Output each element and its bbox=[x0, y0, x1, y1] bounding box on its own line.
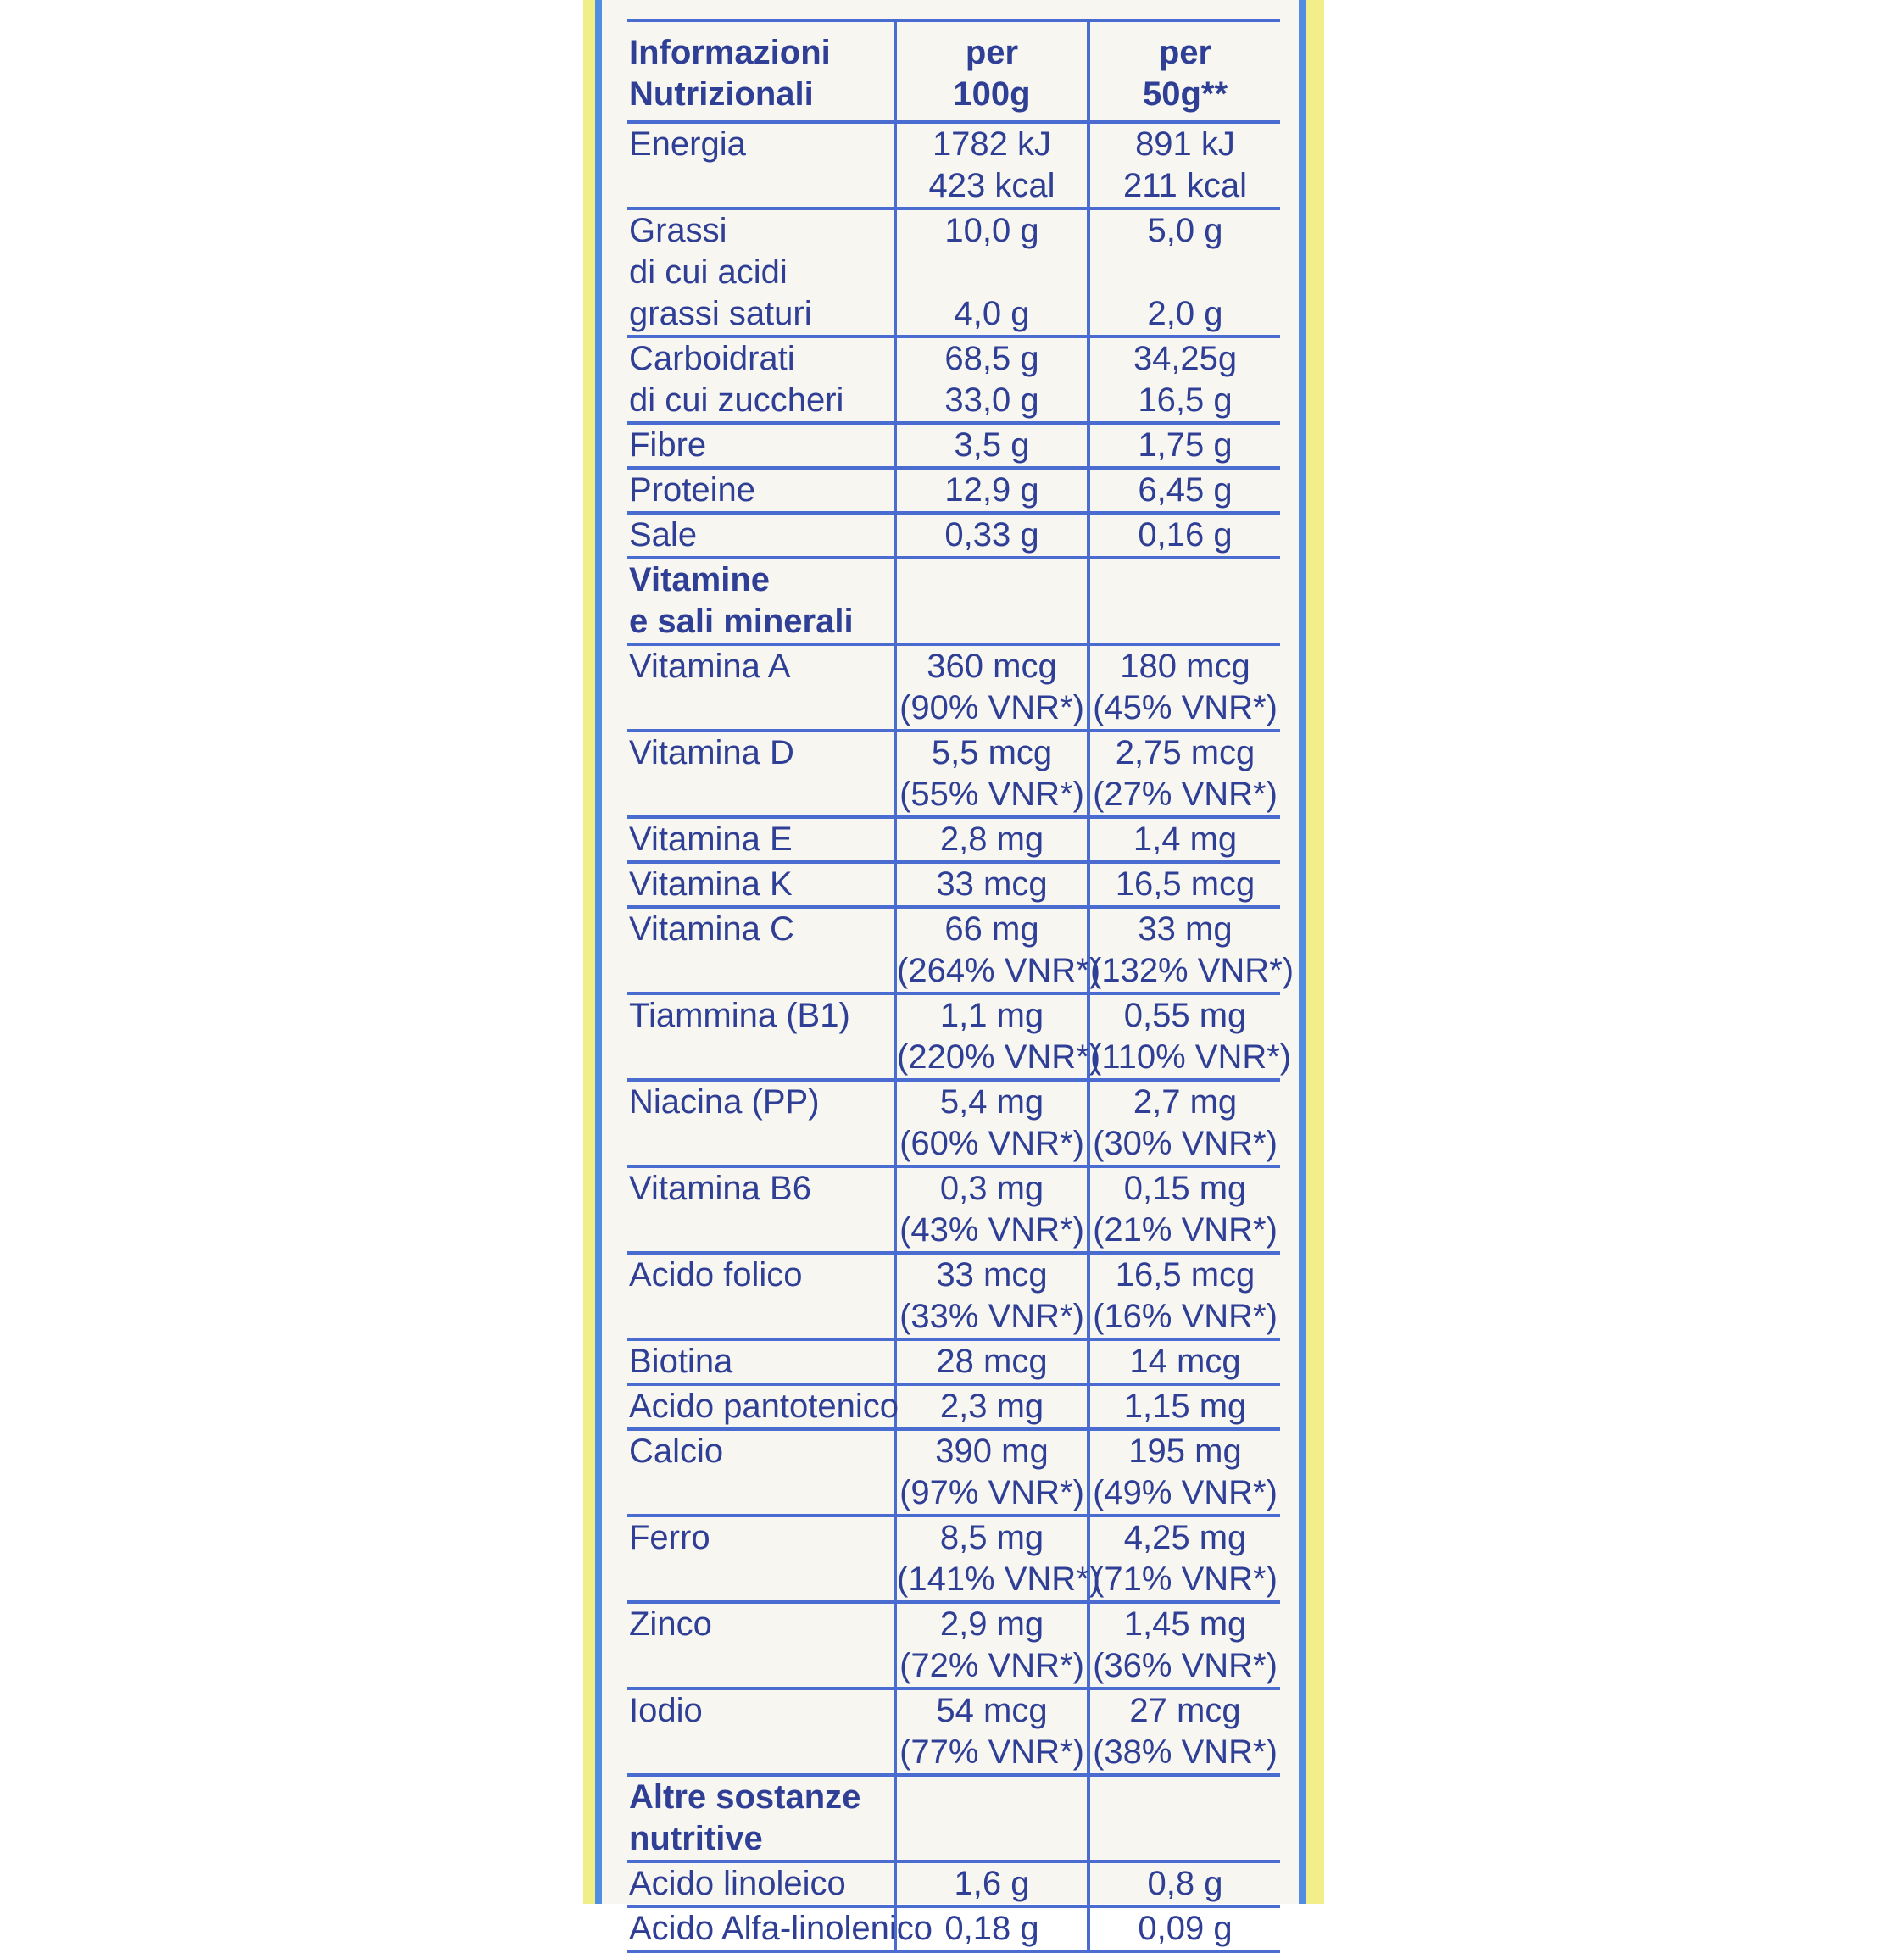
table-row bbox=[627, 1384, 1280, 1429]
table-row bbox=[627, 862, 1280, 907]
nutrient-label: Iodio bbox=[627, 1689, 895, 1775]
value-per-100g: 33 mcg bbox=[895, 862, 1088, 907]
nutrient-label: Zinco bbox=[627, 1602, 895, 1689]
section-row bbox=[627, 558, 1280, 644]
value-per-50g: 0,09 g bbox=[1088, 1906, 1280, 1951]
table-row bbox=[627, 209, 1280, 337]
nutrient-label: Vitamina B6 bbox=[627, 1166, 895, 1253]
nutrient-label: Fibre bbox=[627, 423, 895, 468]
nutrient-label: Calcio bbox=[627, 1429, 895, 1516]
value-per-50g: 1,15 mg bbox=[1088, 1384, 1280, 1429]
table-row bbox=[627, 644, 1280, 731]
table-row bbox=[627, 907, 1280, 993]
nutrient-label: Acido folico bbox=[627, 1253, 895, 1339]
value-per-50g: 27 mcg (38% VNR*) bbox=[1088, 1689, 1280, 1775]
value-per-50g: 4,25 mg (71% VNR*) bbox=[1088, 1516, 1280, 1602]
section-row bbox=[627, 1775, 1280, 1861]
table-row bbox=[627, 1166, 1280, 1253]
table-row bbox=[627, 423, 1280, 468]
nutrient-label: Niacina (PP) bbox=[627, 1080, 895, 1166]
value-per-50g: 1,75 g bbox=[1088, 423, 1280, 468]
table-row bbox=[627, 993, 1280, 1080]
nutrient-label: Carboidrati di cui zuccheri bbox=[627, 337, 895, 423]
value-per-100g: 5,5 mcg (55% VNR*) bbox=[895, 731, 1088, 817]
nutrient-label: Grassi di cui acidi grassi saturi bbox=[627, 209, 895, 337]
value-per-50g: 180 mcg (45% VNR*) bbox=[1088, 644, 1280, 731]
value-per-50g: 33 mg (132% VNR*) bbox=[1088, 907, 1280, 993]
value-per-100g: 1,1 mg (220% VNR*) bbox=[895, 993, 1088, 1080]
value-per-100g: 66 mg (264% VNR*) bbox=[895, 907, 1088, 993]
value-per-50g: 34,25g 16,5 g bbox=[1088, 337, 1280, 423]
table-row bbox=[627, 1906, 1280, 1951]
nutrient-label: Ferro bbox=[627, 1516, 895, 1602]
nutrient-label: Sale bbox=[627, 513, 895, 558]
value-per-50g: 1,4 mg bbox=[1088, 817, 1280, 862]
nutrient-label: Vitamina A bbox=[627, 644, 895, 731]
table-row bbox=[627, 468, 1280, 513]
table-row bbox=[627, 731, 1280, 817]
value-per-100g: 10,0 g 4,0 g bbox=[895, 209, 1088, 337]
value-per-100g: 2,9 mg (72% VNR*) bbox=[895, 1602, 1088, 1689]
value-per-50g: 16,5 mcg bbox=[1088, 862, 1280, 907]
value-per-100g: 360 mcg (90% VNR*) bbox=[895, 644, 1088, 731]
nutrient-label: Vitamina K bbox=[627, 862, 895, 907]
table-row bbox=[627, 1689, 1280, 1775]
value-per-50g: 0,8 g bbox=[1088, 1861, 1280, 1906]
table-row bbox=[627, 122, 1280, 209]
value-per-100g: 33 mcg (33% VNR*) bbox=[895, 1253, 1088, 1339]
value-per-100g: 0,33 g bbox=[895, 513, 1088, 558]
nutrient-label: Vitamina C bbox=[627, 907, 895, 993]
value-per-100g: 1,6 g bbox=[895, 1861, 1088, 1906]
value-per-50g: 5,0 g 2,0 g bbox=[1088, 209, 1280, 337]
value-per-50g: 2,7 mg (30% VNR*) bbox=[1088, 1080, 1280, 1166]
table-row bbox=[627, 337, 1280, 423]
packaging-blue-border-right bbox=[1299, 0, 1306, 1904]
table-row bbox=[627, 1429, 1280, 1516]
value-per-50g: 2,75 mcg (27% VNR*) bbox=[1088, 731, 1280, 817]
nutrient-label: Tiammina (B1) bbox=[627, 993, 895, 1080]
value-per-50g: 16,5 mcg (16% VNR*) bbox=[1088, 1253, 1280, 1339]
value-per-50g bbox=[1088, 558, 1280, 644]
value-per-100g: 1782 kJ 423 kcal bbox=[895, 122, 1088, 209]
value-per-100g: 390 mg (97% VNR*) bbox=[895, 1429, 1088, 1516]
nutrient-label: Altre sostanze nutritive bbox=[627, 1775, 895, 1861]
value-per-100g: 12,9 g bbox=[895, 468, 1088, 513]
table-header-row bbox=[627, 20, 1280, 122]
table-row bbox=[627, 1861, 1280, 1906]
value-per-100g: 8,5 mg (141% VNR*) bbox=[895, 1516, 1088, 1602]
value-per-100g: 0,3 mg (43% VNR*) bbox=[895, 1166, 1088, 1253]
value-per-50g: 195 mg (49% VNR*) bbox=[1088, 1429, 1280, 1516]
packaging-yellow-left bbox=[583, 0, 595, 1904]
value-per-50g: 0,55 mg (110% VNR*) bbox=[1088, 993, 1280, 1080]
nutrient-label: Vitamine e sali minerali bbox=[627, 558, 895, 644]
value-per-50g: 0,16 g bbox=[1088, 513, 1280, 558]
packaging-blue-border-left bbox=[595, 0, 602, 1904]
value-per-100g bbox=[895, 558, 1088, 644]
value-per-100g: 3,5 g bbox=[895, 423, 1088, 468]
nutrient-label: Energia bbox=[627, 122, 895, 209]
value-per-50g bbox=[1088, 1775, 1280, 1861]
value-per-50g: 0,15 mg (21% VNR*) bbox=[1088, 1166, 1280, 1253]
nutrient-label: Proteine bbox=[627, 468, 895, 513]
value-per-100g: 54 mcg (77% VNR*) bbox=[895, 1689, 1088, 1775]
nutrition-rows bbox=[627, 122, 1294, 1951]
value-per-100g: 0,18 g bbox=[895, 1906, 1088, 1951]
nutrient-label: Acido linoleico bbox=[627, 1861, 895, 1906]
value-per-100g: 5,4 mg (60% VNR*) bbox=[895, 1080, 1088, 1166]
header-label: Informazioni Nutrizionali bbox=[627, 20, 895, 122]
table-row bbox=[627, 513, 1280, 558]
header-per-50g: per 50g** bbox=[1088, 20, 1280, 122]
value-per-50g: 891 kJ 211 kcal bbox=[1088, 122, 1280, 209]
table-row bbox=[627, 1516, 1280, 1602]
value-per-100g bbox=[895, 1775, 1088, 1861]
nutrient-label: Vitamina E bbox=[627, 817, 895, 862]
table-row bbox=[627, 817, 1280, 862]
nutrient-label: Acido pantotenico bbox=[627, 1384, 895, 1429]
table-row bbox=[627, 1602, 1280, 1689]
value-per-100g: 28 mcg bbox=[895, 1339, 1088, 1384]
value-per-50g: 1,45 mg (36% VNR*) bbox=[1088, 1602, 1280, 1689]
nutrient-label: Vitamina D bbox=[627, 731, 895, 817]
nutrition-table bbox=[627, 19, 1294, 1953]
value-per-100g: 2,8 mg bbox=[895, 817, 1088, 862]
header-per-100g: per 100g bbox=[895, 20, 1088, 122]
nutrient-label: Biotina bbox=[627, 1339, 895, 1384]
nutrient-label: Acido Alfa-linolenico bbox=[627, 1906, 895, 1951]
value-per-50g: 6,45 g bbox=[1088, 468, 1280, 513]
value-per-50g: 14 mcg bbox=[1088, 1339, 1280, 1384]
value-per-100g: 2,3 mg bbox=[895, 1384, 1088, 1429]
table-row bbox=[627, 1339, 1280, 1384]
table-row bbox=[627, 1253, 1280, 1339]
packaging-yellow-right bbox=[1306, 0, 1324, 1904]
table-row bbox=[627, 1080, 1280, 1166]
value-per-100g: 68,5 g 33,0 g bbox=[895, 337, 1088, 423]
